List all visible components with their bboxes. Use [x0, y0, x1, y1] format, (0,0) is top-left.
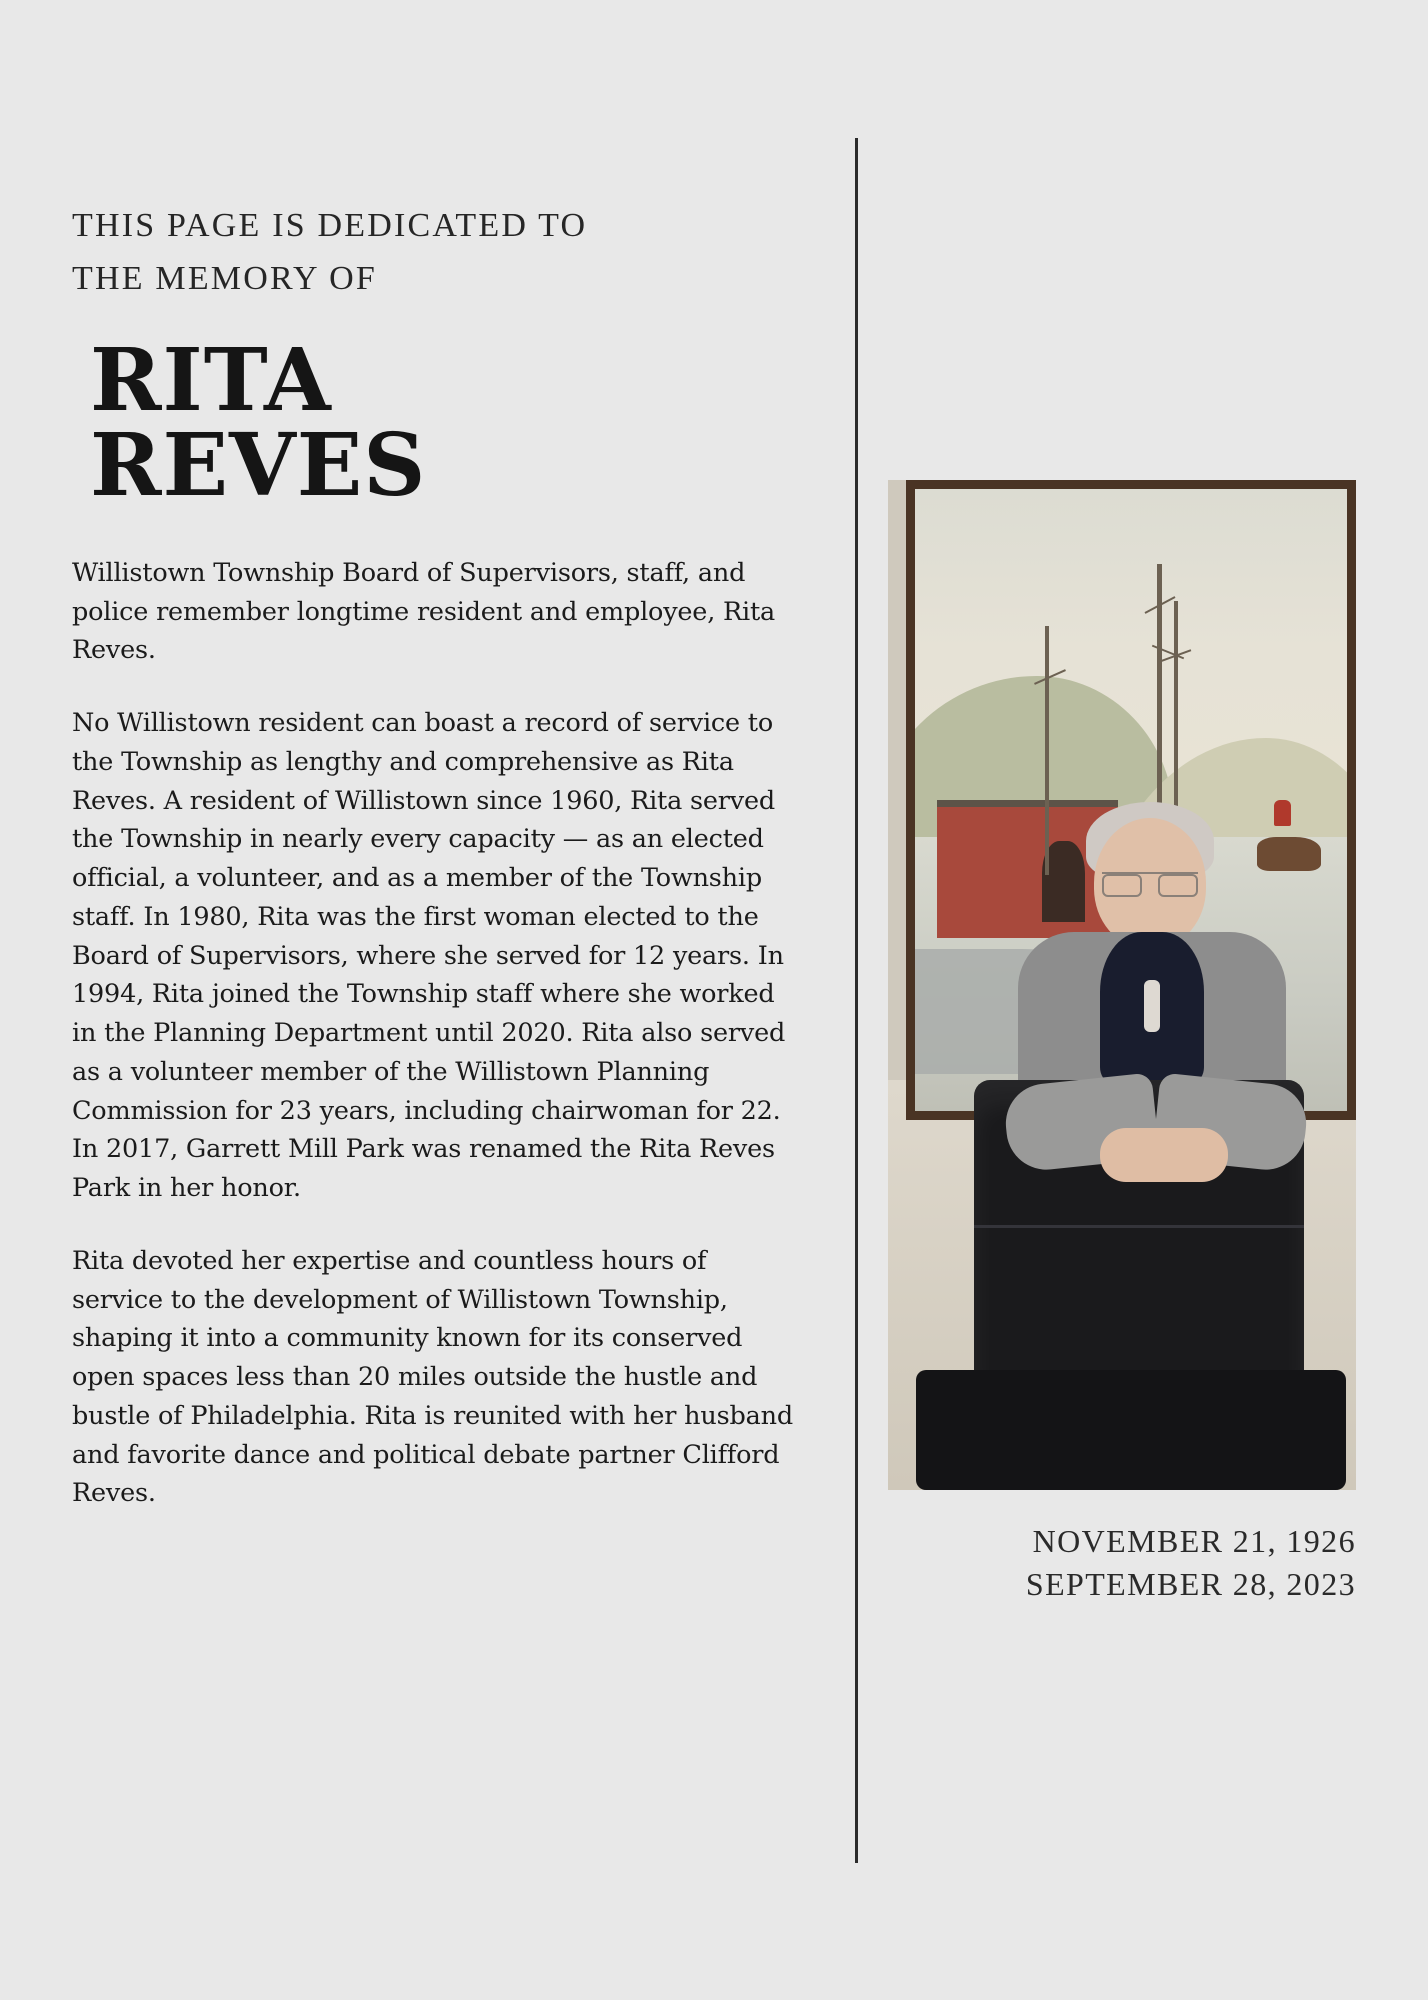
portrait-glasses — [1102, 872, 1198, 894]
painting-horse — [1257, 837, 1321, 871]
vertical-divider — [855, 138, 858, 1863]
memorial-paragraph-2: No Willistown resident can boast a record of service to the Township as lengthy and comprehensive as Rita Reves. A resident of Willistown since 1960, Rita served the Township in nearly every capacity — as an elected official, a volunteer, and as a member of the Township staff. In 1980, Rita was the first woman elected to the Board of Supervisors, where she served for 12 years. In 1994, Rita joined the Township staff where she worked in the Planning Department until 2020. Rita also served as a volunteer member of the Willistown Planning Commission for 23 years, including chairwoman for 22. In 2017, Garrett Mill Park was renamed the Rita Reves Park in her honor. — [72, 708, 786, 1204]
honoree-first-name: RITA — [90, 330, 332, 432]
memorial-photo — [888, 480, 1356, 1490]
right-column — [888, 480, 1356, 1490]
portrait-hands — [1100, 1128, 1228, 1182]
honoree-name — [90, 330, 792, 516]
life-dates — [888, 1520, 1356, 1606]
painting-tree — [1045, 626, 1049, 875]
birth-date: NOVEMBER 21, 1926 — [1032, 1523, 1356, 1559]
painting-rider — [1274, 800, 1291, 826]
portrait-necklace — [1144, 980, 1160, 1032]
death-date: SEPTEMBER 28, 2023 — [1025, 1566, 1356, 1603]
dedication-heading-line-1: THIS PAGE IS DEDICATED TO — [72, 207, 588, 244]
chair-base — [916, 1370, 1346, 1490]
dedication-heading — [72, 200, 792, 305]
memorial-paragraph-3: Rita devoted her expertise and countless hours of service to the development of Willistown Township, shaping it into a community known for its conserved open spaces less than 20 miles outside the hustle and bustle of Philadelphia. Rita is reunited with her husband and favorite dance and political debate partner Clifford Reves. — [72, 1245, 793, 1509]
left-column — [72, 200, 792, 1513]
honoree-last-name: REVES — [90, 414, 427, 516]
memorial-paragraph-1: Willistown Township Board of Supervisors, staff, and police remember longtime resident and employee, Rita Reves. — [72, 557, 776, 666]
dedication-heading-line-2: THE MEMORY OF — [72, 259, 378, 297]
chair-seam — [974, 1225, 1304, 1228]
